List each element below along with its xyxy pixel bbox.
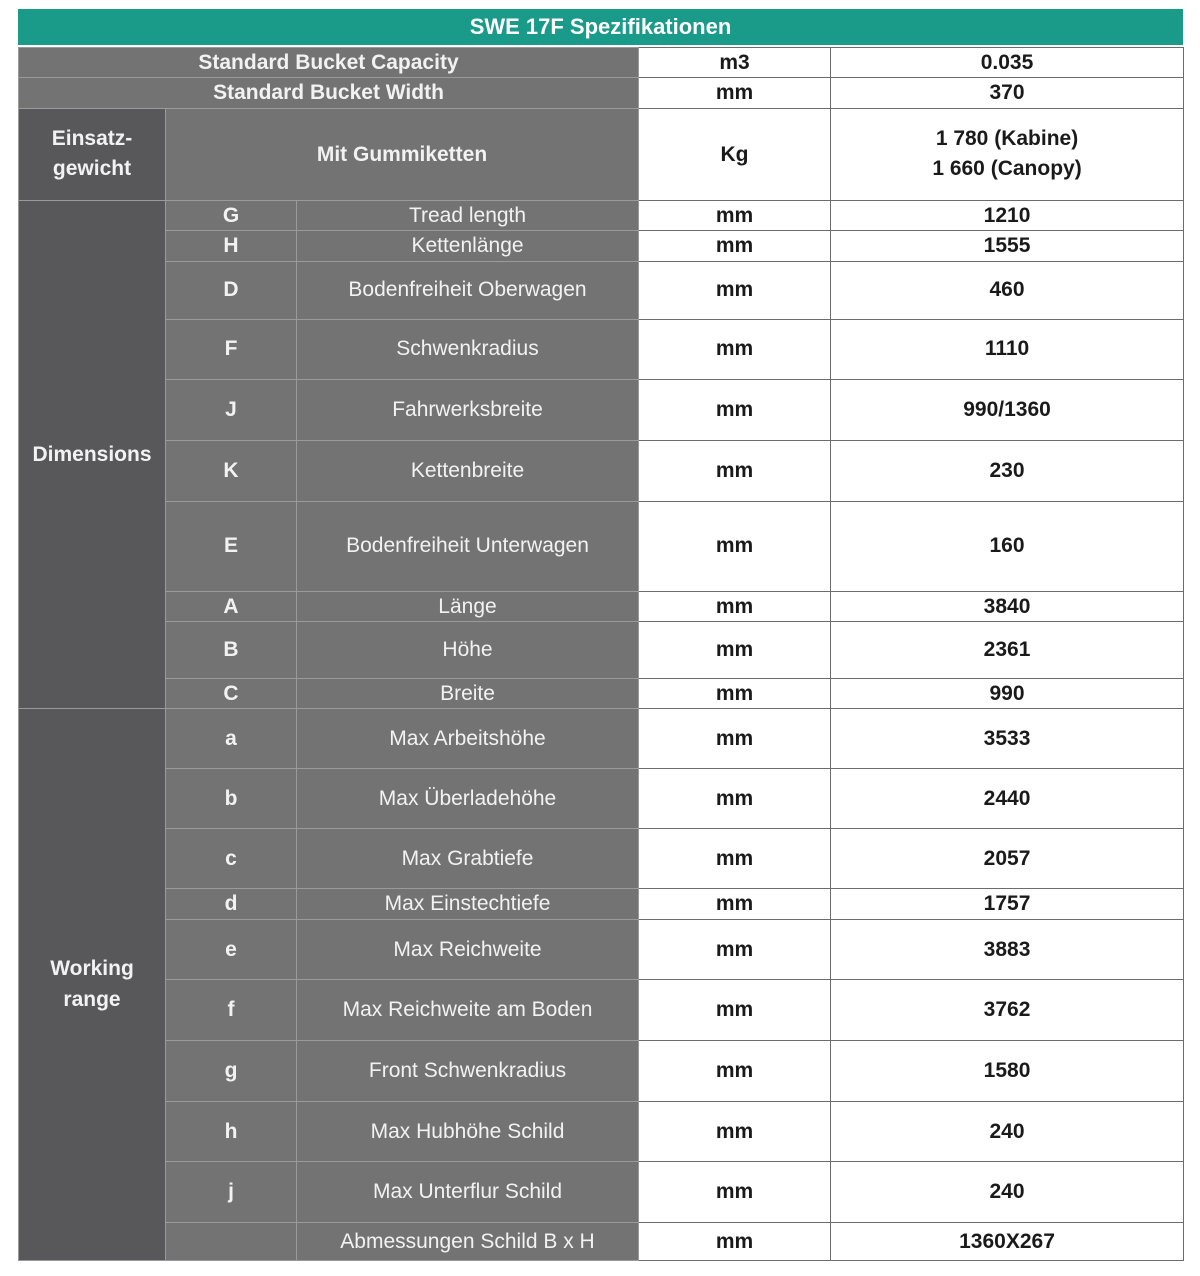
spec-code: H: [166, 231, 297, 261]
group-working-range-line: Working: [50, 957, 134, 981]
spec-unit: m3: [639, 48, 831, 78]
group-working-range-line: range: [63, 987, 121, 1011]
spec-row-dimension: [19, 678, 1184, 708]
spec-value: 2440: [831, 769, 1184, 829]
spec-label: Bodenfreiheit Oberwagen: [297, 261, 639, 319]
spec-unit: mm: [639, 889, 831, 919]
spec-row-working-range: [19, 1040, 1184, 1101]
spec-unit: Kg: [639, 108, 831, 200]
spec-row-dimension: [19, 621, 1184, 678]
spec-label: Fahrwerksbreite: [297, 379, 639, 440]
spec-code: D: [166, 261, 297, 319]
spec-row-dimension: [19, 591, 1184, 621]
spec-unit: mm: [639, 829, 831, 889]
spec-code: E: [166, 501, 297, 591]
spec-value-line: 1 780 (Kabine): [935, 126, 1079, 150]
spec-value: 230: [831, 440, 1184, 501]
spec-label: Mit Gummiketten: [166, 108, 639, 200]
spec-unit: mm: [639, 1222, 831, 1260]
spec-value: 990/1360: [831, 379, 1184, 440]
spec-code: j: [166, 1161, 297, 1222]
spec-unit: mm: [639, 769, 831, 829]
spec-row-dimension: [19, 501, 1184, 591]
spec-unit: mm: [639, 1101, 831, 1161]
spec-row-working-range: [19, 889, 1184, 919]
spec-value: 160: [831, 501, 1184, 591]
spec-code: d: [166, 889, 297, 919]
spec-value: 0.035: [831, 48, 1184, 78]
spec-row-working-range: [19, 769, 1184, 829]
spec-label: Max Überladehöhe: [297, 769, 639, 829]
spec-unit: mm: [639, 379, 831, 440]
spec-code: F: [166, 319, 297, 379]
spec-sheet: [18, 9, 1183, 1261]
spec-label: Tread length: [297, 200, 639, 230]
spec-unit: mm: [639, 440, 831, 501]
spec-value: 2057: [831, 829, 1184, 889]
group-operating-weight-line: Einsatz-: [51, 126, 133, 150]
spec-value: 1210: [831, 200, 1184, 230]
spec-label: Länge: [297, 591, 639, 621]
group-dimensions: Dimensions: [19, 200, 166, 709]
spec-row-operating-weight: [19, 108, 1184, 200]
spec-title: SWE 17F Spezifikationen: [18, 9, 1183, 47]
spec-unit: mm: [639, 709, 831, 769]
group-operating-weight-line: gewicht: [52, 157, 132, 181]
spec-row-dimension: [19, 379, 1184, 440]
spec-code: b: [166, 769, 297, 829]
spec-row-working-range: [19, 1222, 1184, 1260]
spec-row-working-range: [19, 709, 1184, 769]
spec-value: 1580: [831, 1040, 1184, 1101]
spec-row-working-range: [19, 829, 1184, 889]
spec-row-working-range: [19, 1101, 1184, 1161]
spec-code: B: [166, 621, 297, 678]
spec-label: Max Grabtiefe: [297, 829, 639, 889]
spec-code: e: [166, 919, 297, 979]
spec-label: Max Unterflur Schild: [297, 1161, 639, 1222]
spec-unit: mm: [639, 200, 831, 230]
spec-code: K: [166, 440, 297, 501]
spec-code: g: [166, 1040, 297, 1101]
spec-label: Max Reichweite: [297, 919, 639, 979]
spec-label: Max Reichweite am Boden: [297, 979, 639, 1040]
spec-code: G: [166, 200, 297, 230]
spec-label: Max Arbeitshöhe: [297, 709, 639, 769]
spec-value: 1110: [831, 319, 1184, 379]
spec-unit: mm: [639, 501, 831, 591]
spec-unit: mm: [639, 261, 831, 319]
spec-code: C: [166, 678, 297, 708]
spec-row-dimension: [19, 319, 1184, 379]
spec-label: Standard Bucket Width: [19, 78, 639, 108]
spec-row: [19, 48, 1184, 78]
spec-label: Standard Bucket Capacity: [19, 48, 639, 78]
spec-unit: mm: [639, 1161, 831, 1222]
group-operating-weight: [19, 108, 166, 200]
spec-label: Kettenbreite: [297, 440, 639, 501]
spec-value: 1555: [831, 231, 1184, 261]
spec-unit: mm: [639, 1040, 831, 1101]
spec-value: 3762: [831, 979, 1184, 1040]
spec-unit: mm: [639, 78, 831, 108]
spec-row-dimension: [19, 261, 1184, 319]
spec-row-working-range: [19, 979, 1184, 1040]
spec-row-dimension: [19, 200, 1184, 230]
spec-value: 1360X267: [831, 1222, 1184, 1260]
spec-unit: mm: [639, 621, 831, 678]
spec-value: 2361: [831, 621, 1184, 678]
spec-row-dimension: [19, 231, 1184, 261]
spec-unit: mm: [639, 231, 831, 261]
spec-code: [166, 1222, 297, 1260]
spec-row-working-range: [19, 919, 1184, 979]
spec-code: h: [166, 1101, 297, 1161]
spec-label: Kettenlänge: [297, 231, 639, 261]
spec-label: Abmessungen Schild B x H: [297, 1222, 639, 1260]
spec-code: c: [166, 829, 297, 889]
spec-value: 990: [831, 678, 1184, 708]
group-working-range: [19, 709, 166, 1260]
spec-unit: mm: [639, 678, 831, 708]
spec-row-working-range: [19, 1161, 1184, 1222]
spec-value: 460: [831, 261, 1184, 319]
spec-label: Schwenkradius: [297, 319, 639, 379]
spec-value-line: 1 660 (Canopy): [932, 157, 1082, 181]
spec-code: a: [166, 709, 297, 769]
spec-code: J: [166, 379, 297, 440]
spec-value: 3533: [831, 709, 1184, 769]
spec-unit: mm: [639, 319, 831, 379]
spec-value: 370: [831, 78, 1184, 108]
spec-label: Max Hubhöhe Schild: [297, 1101, 639, 1161]
spec-unit: mm: [639, 591, 831, 621]
spec-code: f: [166, 979, 297, 1040]
spec-unit: mm: [639, 979, 831, 1040]
spec-value: 240: [831, 1101, 1184, 1161]
spec-unit: mm: [639, 919, 831, 979]
spec-value: 3840: [831, 591, 1184, 621]
spec-label: Bodenfreiheit Unterwagen: [297, 501, 639, 591]
spec-table: [18, 47, 1184, 1261]
spec-value: 240: [831, 1161, 1184, 1222]
spec-label: Höhe: [297, 621, 639, 678]
spec-row-dimension: [19, 440, 1184, 501]
spec-row: [19, 78, 1184, 108]
spec-label: Breite: [297, 678, 639, 708]
spec-value: [831, 108, 1184, 200]
spec-label: Front Schwenkradius: [297, 1040, 639, 1101]
spec-label: Max Einstechtiefe: [297, 889, 639, 919]
spec-code: A: [166, 591, 297, 621]
spec-value: 3883: [831, 919, 1184, 979]
spec-value: 1757: [831, 889, 1184, 919]
